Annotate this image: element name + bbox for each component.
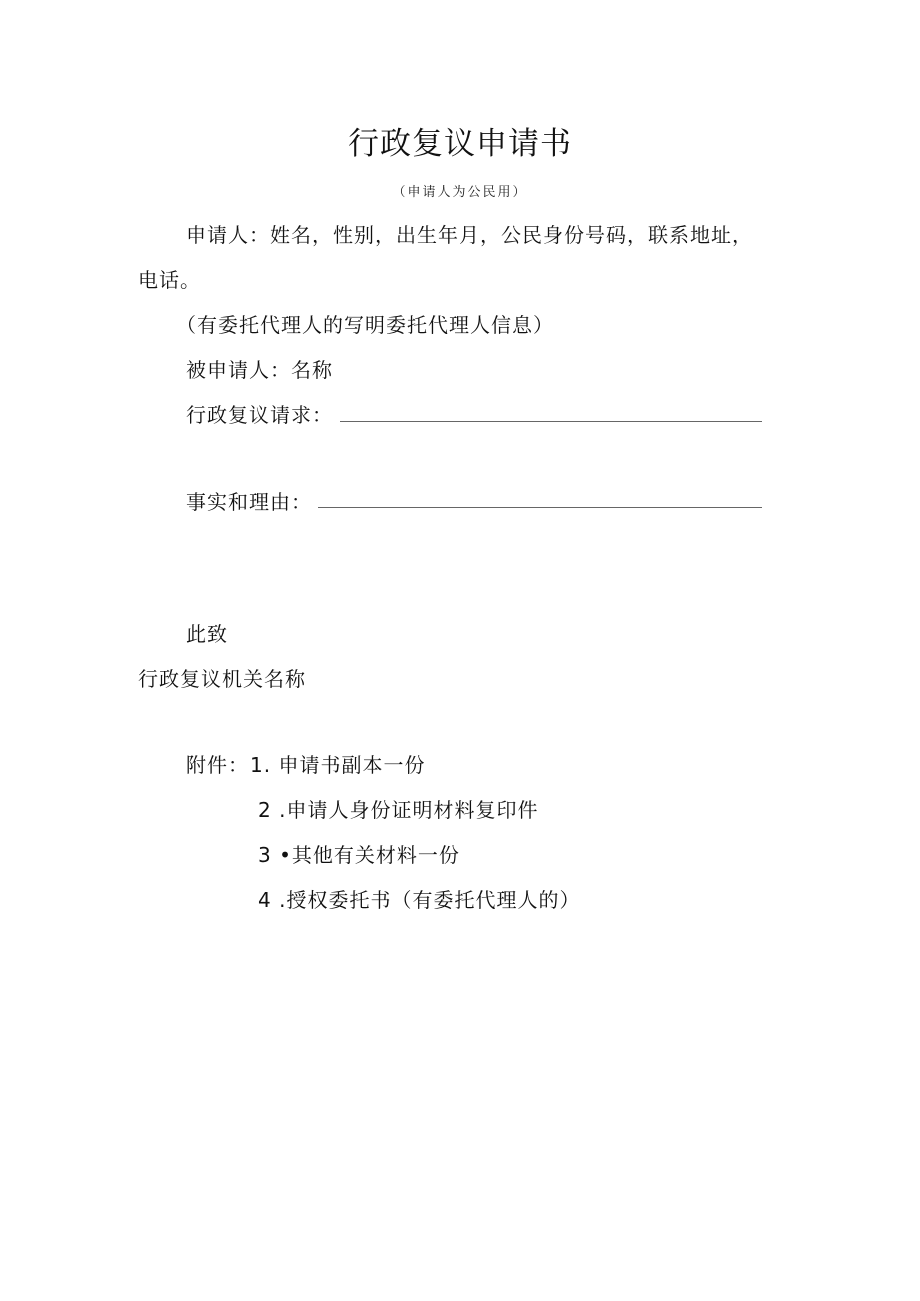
respondent-line: 被申请人：名称 bbox=[186, 358, 333, 382]
attachment-item-2: 2 .申请人身份证明材料复印件 bbox=[258, 798, 539, 822]
agent-note: （有委托代理人的写明委托代理人信息） bbox=[176, 313, 554, 337]
request-fill-line[interactable] bbox=[340, 421, 762, 422]
attachment-item-3: 3 •其他有关材料一份 bbox=[258, 843, 460, 867]
recipient-name: 行政复议机关名称 bbox=[138, 667, 306, 691]
applicant-info-line2: 电话。 bbox=[138, 268, 201, 292]
attachments-label: 附件： bbox=[186, 753, 249, 777]
attachment-item-1: 1. 申请书副本一份 bbox=[250, 753, 426, 777]
document-title: 行政复议申请书 bbox=[348, 126, 572, 162]
facts-fill-line[interactable] bbox=[318, 507, 762, 508]
applicant-info-line1: 申请人：姓名，性别，出生年月，公民身份号码，联系地址， bbox=[186, 223, 753, 247]
document-subtitle: （申请人为公民用） bbox=[392, 185, 528, 200]
closing-salutation: 此致 bbox=[186, 622, 228, 646]
facts-label: 事实和理由： bbox=[186, 490, 312, 514]
attachment-item-4: 4 .授权委托书（有委托代理人的） bbox=[258, 888, 581, 912]
request-label: 行政复议请求： bbox=[186, 403, 333, 427]
